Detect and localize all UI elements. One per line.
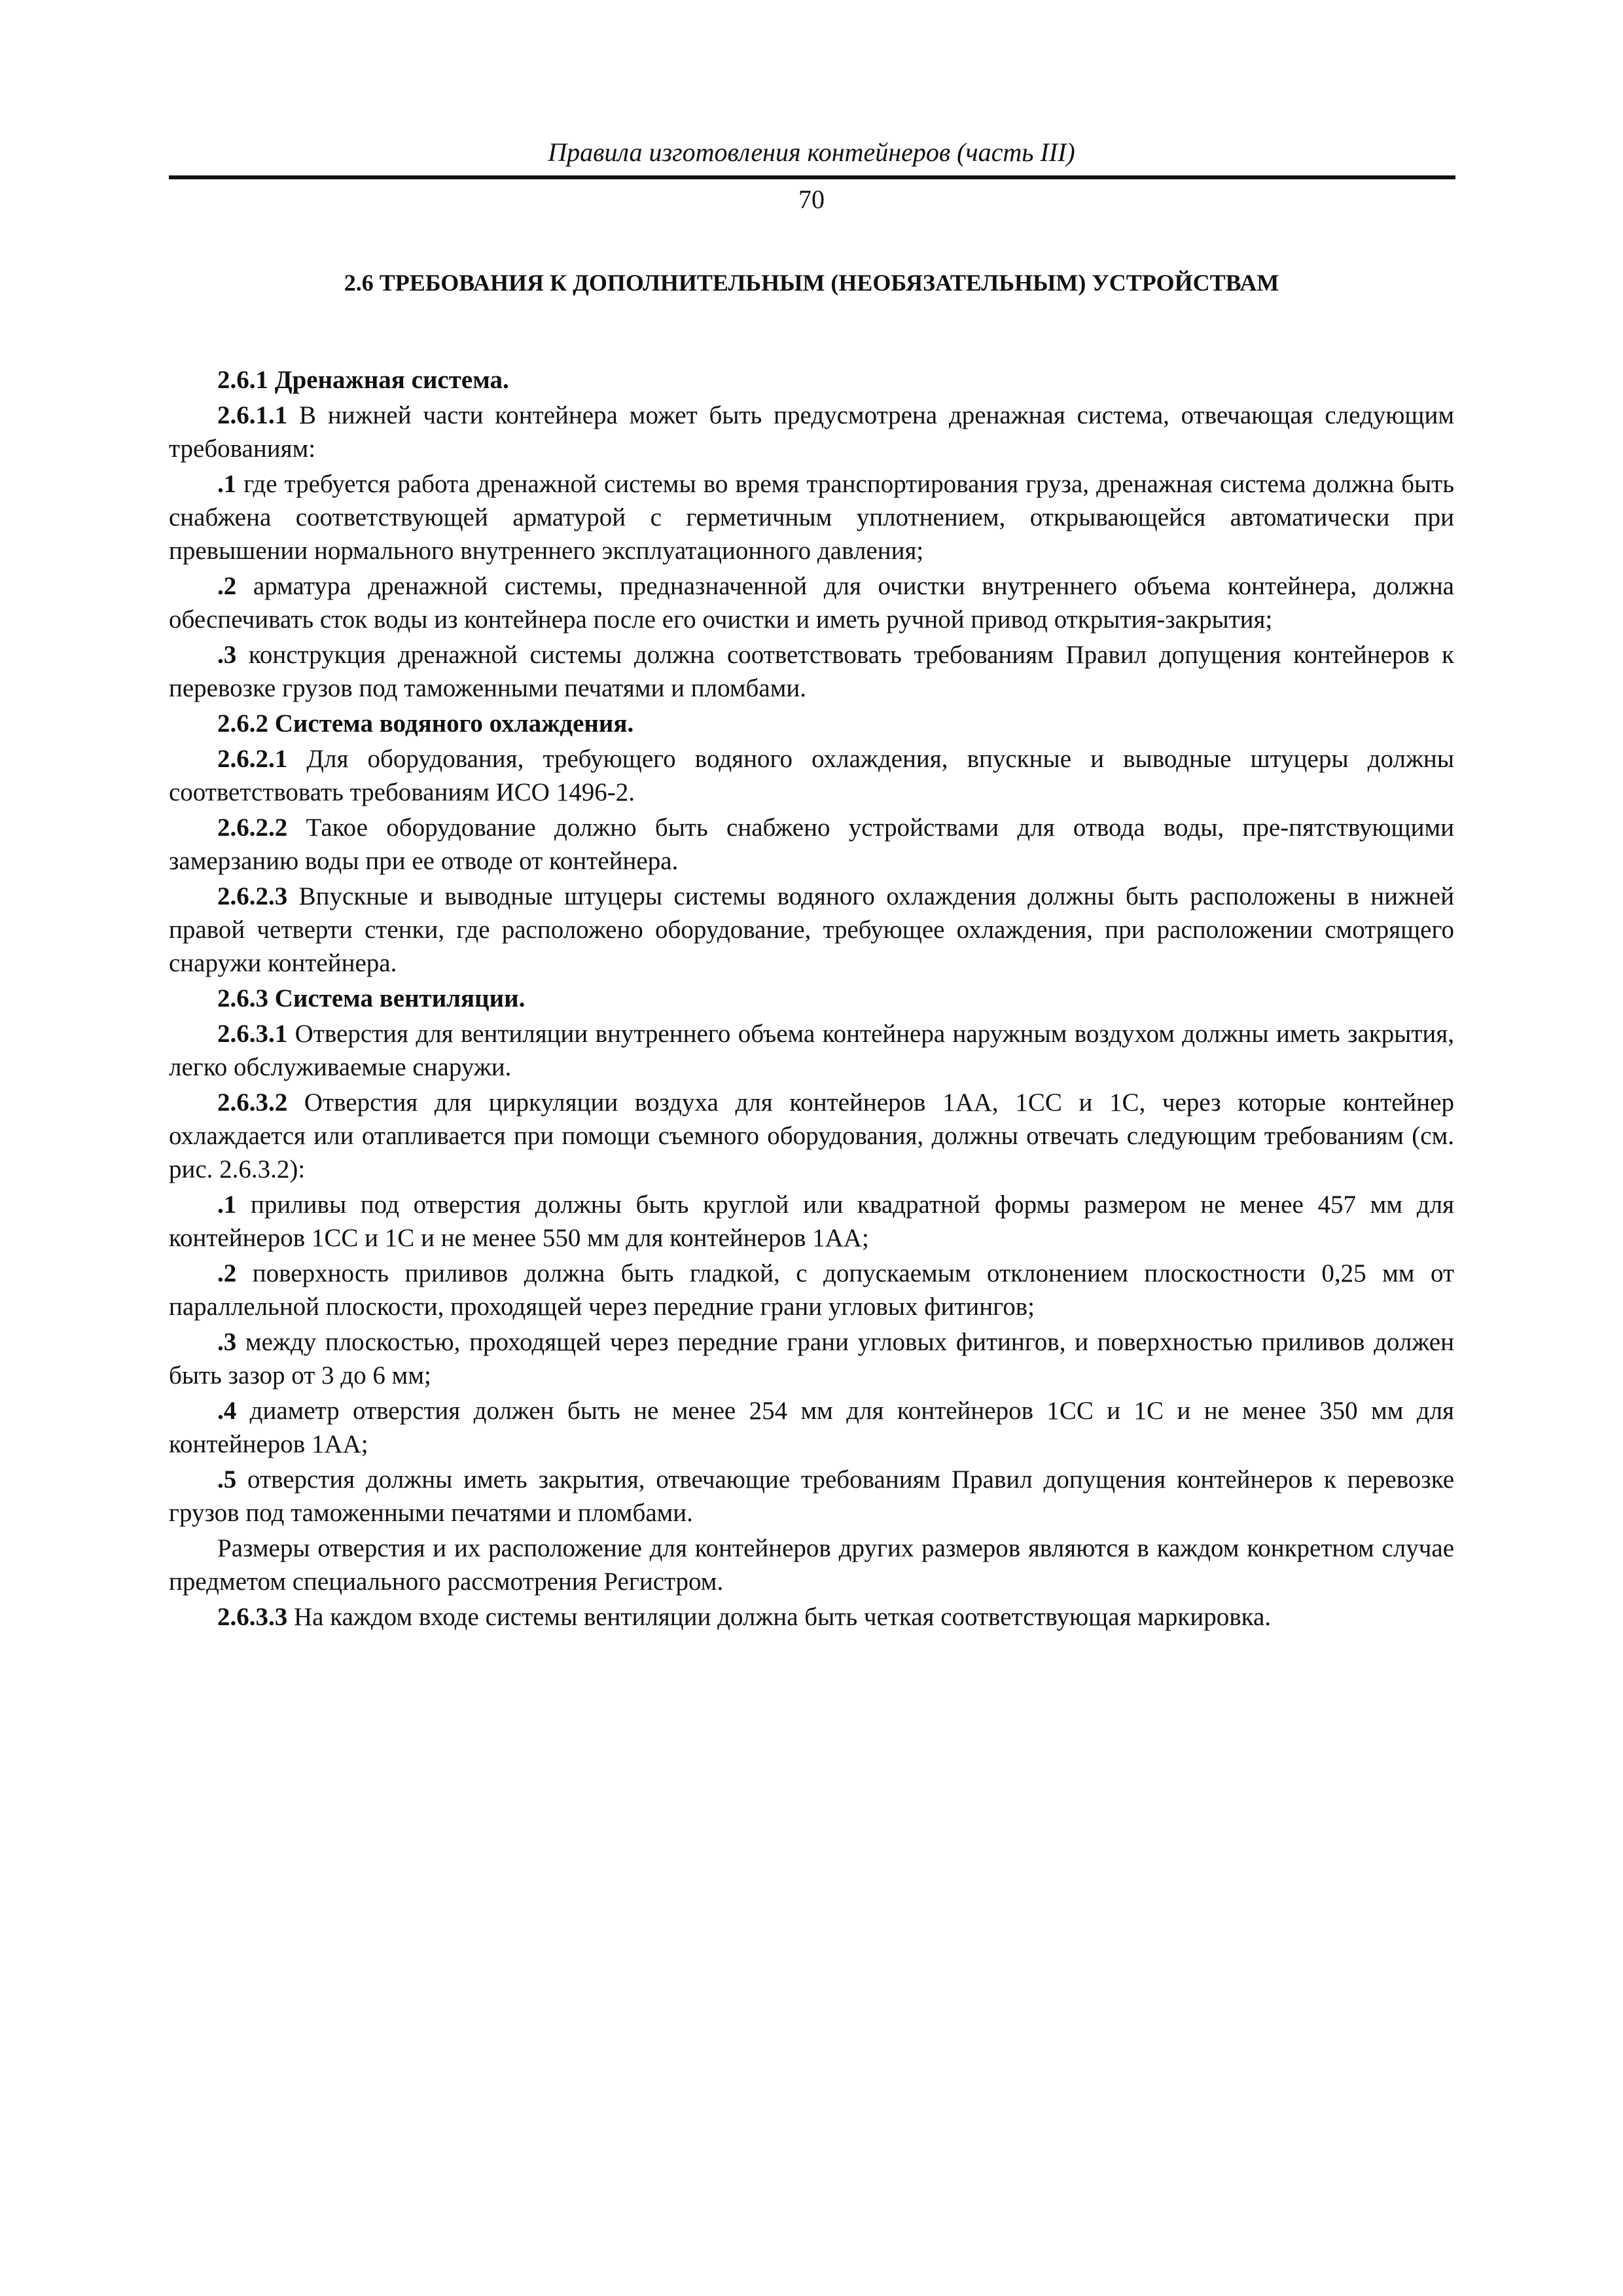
paragraph xyxy=(169,742,1454,809)
clause-number: 2.6.2.3 xyxy=(217,882,288,910)
clause-number: .3 xyxy=(217,641,237,669)
paragraph-text: арматура дренажной системы, предназначенной для очистки внутреннего объема контейнера, должна обеспечивать сток воды из контейнера после его очистки и иметь ручной привод открытия-закрытия; xyxy=(169,572,1454,634)
page-number: 70 xyxy=(798,185,825,214)
paragraph-text: Размеры отверстия и их расположение для контейнеров других размеров являются в каждом конкретном случае предметом специального рассмотрения Регистром. xyxy=(169,1534,1454,1596)
paragraph-text: Для оборудования, требующего водяного охлаждения, впускные и выводные штуцеры должны соответствовать требованиям ИСО 1496-2. xyxy=(169,745,1454,806)
paragraph xyxy=(169,1463,1454,1530)
clause-number: 2.6.1.1 xyxy=(217,401,288,429)
clause-number: .3 xyxy=(217,1328,237,1356)
paragraph-text: приливы под отверстия должны быть круглой или квадратной формы размером не менее 457 мм для контейнеров 1СС и 1С и не менее 550 мм для контейнеров 1АА; xyxy=(169,1191,1454,1252)
paragraph xyxy=(169,569,1454,636)
clause-number: .2 xyxy=(217,1259,237,1287)
subsection-heading: 2.6.1 Дренажная система. xyxy=(217,366,509,394)
paragraph xyxy=(169,811,1454,878)
clause-number: .4 xyxy=(217,1397,237,1425)
clause-number: .1 xyxy=(217,470,237,498)
clause-number: 2.6.2.1 xyxy=(217,745,288,773)
paragraph-text: между плоскостью, проходящей через передние грани угловых фитингов, и поверхностью приливов должен быть зазор от 3 до 6 мм; xyxy=(169,1328,1454,1390)
paragraph xyxy=(169,1257,1454,1323)
paragraph-text: В нижней части контейнера может быть предусмотрена дренажная система, отвечающая следующим требованиям: xyxy=(169,401,1454,463)
paragraph xyxy=(169,467,1454,567)
subsection-heading: 2.6.3 Система вентиляции. xyxy=(217,984,526,1013)
paragraph-text: где требуется работа дренажной системы во время транспортирования груза, дренажная система должна быть снабжена соответствующей арматурой с герметичным уплотнением, открывающейся автоматически при превышении нормального внутреннего эксплуатационного давления; xyxy=(169,470,1454,565)
paragraph xyxy=(169,1017,1454,1084)
clause-number: .2 xyxy=(217,572,237,600)
paragraph-text: поверхность приливов должна быть гладкой, с допускаемым отклонением плоскостности 0,25 мм от параллельной плоскости, проходящей через передние грани угловых фитингов; xyxy=(169,1259,1454,1321)
paragraph-text: диаметр отверстия должен быть не менее 254 мм для контейнеров 1СС и 1С и не менее 350 мм для контейнеров 1АА; xyxy=(169,1397,1454,1458)
header-rule xyxy=(169,175,1455,179)
paragraph-text: Впускные и выводные штуцеры системы водяного охлаждения должны быть расположены в нижней правой четверти стенки, где расположено оборудование, требующее охлаждения, при расположении смотрящего снаружи контейнера. xyxy=(169,882,1454,977)
paragraph xyxy=(169,1325,1454,1392)
paragraph-text: Отверстия для вентиляции внутреннего объема контейнера наружным воздухом должны иметь закрытия, легко обслуживаемые снаружи. xyxy=(169,1020,1454,1081)
running-title: Правила изготовления контейнеров (часть III) xyxy=(548,137,1075,167)
clause-number: .1 xyxy=(217,1191,237,1219)
paragraph-text: На каждом входе системы вентиляции должна быть четкая соответствующая маркировка. xyxy=(287,1603,1272,1631)
paragraph-text: конструкция дренажной системы должна соответствовать требованиям Правил допущения контейнеров к перевозке грузов под таможенными печатями и пломбами. xyxy=(169,641,1454,702)
paragraph xyxy=(169,1188,1454,1255)
clause-number: 2.6.3.2 xyxy=(217,1088,288,1117)
paragraph xyxy=(169,1600,1454,1634)
paragraph-text: отверстия должны иметь закрытия, отвечающие требованиям Правил допущения контейнеров к перевозке грузов под таможенными печатями и пломбами. xyxy=(169,1465,1454,1527)
clause-number: .5 xyxy=(217,1465,237,1494)
section-title: 2.6 ТРЕБОВАНИЯ К ДОПОЛНИТЕЛЬНЫМ (НЕОБЯЗАТЕЛЬНЫМ) УСТРОЙСТВАМ xyxy=(344,270,1279,296)
paragraph xyxy=(169,1394,1454,1461)
subsection-heading: 2.6.2 Система водяного охлаждения. xyxy=(217,709,634,738)
clause-number: 2.6.2.2 xyxy=(217,814,288,842)
paragraph xyxy=(169,638,1454,705)
paragraph-text: Отверстия для циркуляции воздуха для контейнеров 1АА, 1СС и 1С, через которые контейнер охлаждается или отапливается при помощи съемного оборудования, должны отвечать следующим требованиям (см. рис. 2.6.3.2): xyxy=(169,1088,1454,1183)
clause-number: 2.6.3.1 xyxy=(217,1020,288,1048)
paragraph xyxy=(169,399,1454,465)
paragraph xyxy=(169,1532,1454,1598)
document-body xyxy=(169,363,1454,1636)
paragraph xyxy=(169,880,1454,980)
paragraph-text: Такое оборудование должно быть снабжено устройствами для отвода воды, пре-пятствующими замерзанию воды при ее отводе от контейнера. xyxy=(169,814,1454,875)
clause-number: 2.6.3.3 xyxy=(217,1603,288,1631)
paragraph xyxy=(169,1086,1454,1186)
